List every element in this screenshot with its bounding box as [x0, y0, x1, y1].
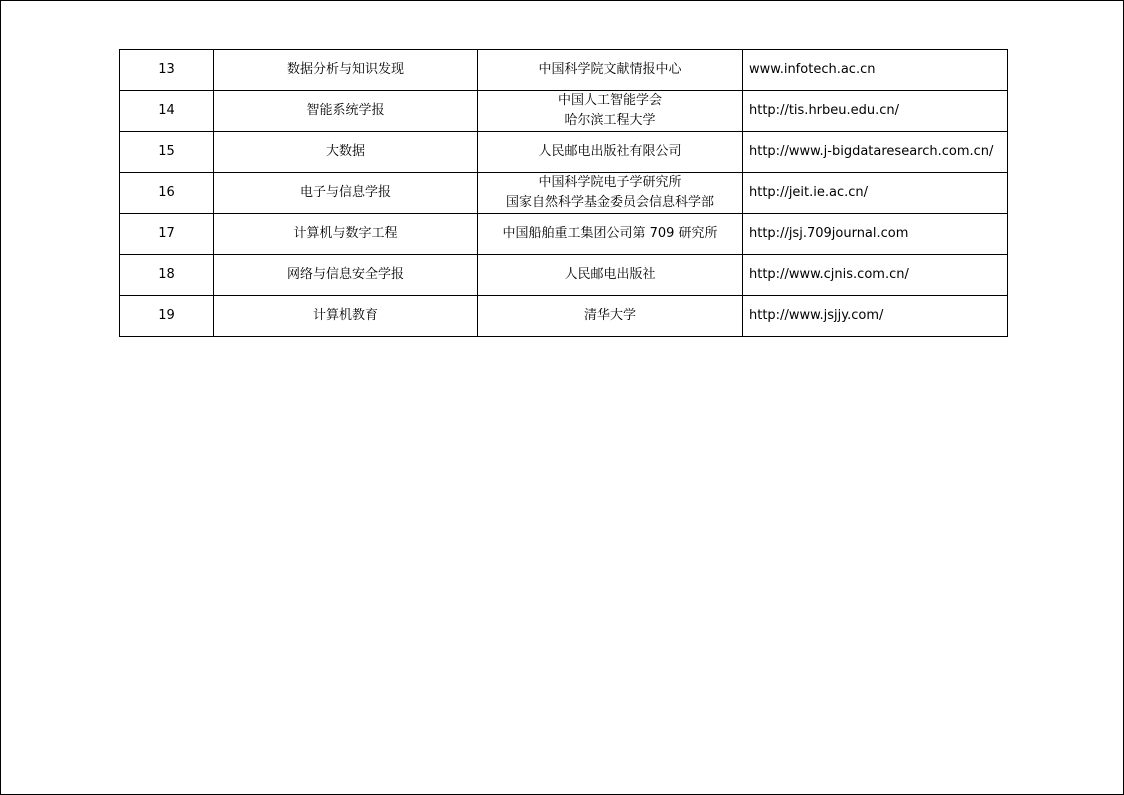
table-row	[120, 255, 1008, 296]
sponsor-line: 人民邮电出版社有限公司	[538, 144, 682, 159]
sponsor-organization	[478, 50, 743, 91]
journal-url: http://jsj.709journal.com	[743, 214, 1008, 255]
journal-name: 计算机教育	[214, 296, 478, 337]
journal-name: 智能系统学报	[214, 91, 478, 132]
sponsor-organization	[478, 132, 743, 173]
table-row	[120, 50, 1008, 91]
journal-name: 计算机与数字工程	[214, 214, 478, 255]
journal-url: www.infotech.ac.cn	[743, 50, 1008, 91]
sponsor-line: 中国科学院电子学研究所	[538, 175, 682, 190]
journal-url: http://www.jsjjy.com/	[743, 296, 1008, 337]
sponsor-organization	[478, 91, 743, 132]
sponsor-line: 中国人工智能学会	[557, 93, 662, 108]
sponsor-organization	[478, 173, 743, 214]
journal-table	[119, 49, 1008, 337]
table-row	[120, 132, 1008, 173]
sponsor-organization	[478, 296, 743, 337]
sponsor-line: 哈尔滨工程大学	[564, 113, 656, 128]
journal-url: http://jeit.ie.ac.cn/	[743, 173, 1008, 214]
row-number: 15	[120, 132, 214, 173]
sponsor-organization	[478, 255, 743, 296]
table-row	[120, 91, 1008, 132]
row-number: 13	[120, 50, 214, 91]
sponsor-line: 国家自然科学基金委员会信息科学部	[505, 195, 714, 210]
row-number: 16	[120, 173, 214, 214]
journal-url: http://www.j-bigdataresearch.com.cn/	[743, 132, 1008, 173]
sponsor-line: 人民邮电出版社	[564, 267, 656, 282]
table-row	[120, 296, 1008, 337]
table-row	[120, 173, 1008, 214]
row-number: 14	[120, 91, 214, 132]
sponsor-line: 中国船舶重工集团公司第 709 研究所	[502, 226, 718, 241]
journal-url: http://www.cjnis.com.cn/	[743, 255, 1008, 296]
row-number: 19	[120, 296, 214, 337]
journal-name: 网络与信息安全学报	[214, 255, 478, 296]
table-row	[120, 214, 1008, 255]
journal-name: 数据分析与知识发现	[214, 50, 478, 91]
sponsor-organization	[478, 214, 743, 255]
journal-name: 大数据	[214, 132, 478, 173]
row-number: 17	[120, 214, 214, 255]
sponsor-line: 中国科学院文献情报中心	[538, 62, 682, 77]
journal-name: 电子与信息学报	[214, 173, 478, 214]
journal-url: http://tis.hrbeu.edu.cn/	[743, 91, 1008, 132]
row-number: 18	[120, 255, 214, 296]
sponsor-line: 清华大学	[583, 308, 636, 323]
